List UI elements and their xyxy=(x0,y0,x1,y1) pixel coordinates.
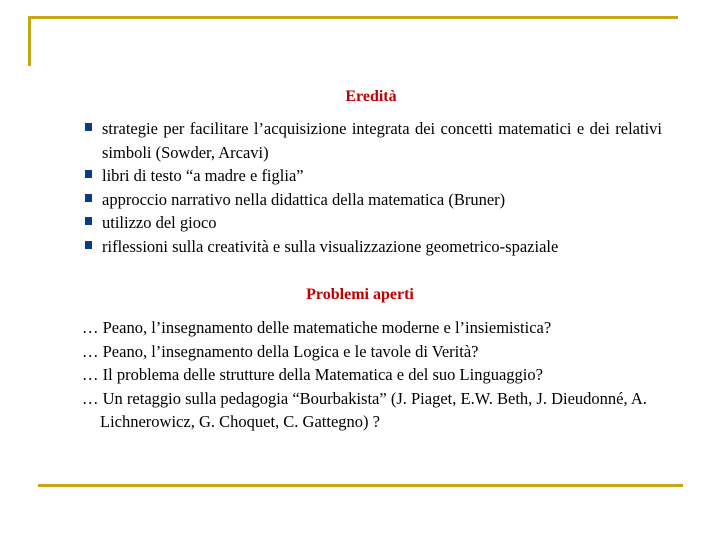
list-item-text: approccio narrativo nella didattica della matematica (Bruner) xyxy=(102,189,506,209)
frame-left-rule xyxy=(28,16,31,66)
heading-eredita: Eredità xyxy=(345,88,397,105)
frame-top-rule xyxy=(28,16,678,19)
frame-bottom-rule xyxy=(38,484,683,487)
list-item-text: strategie per facilitare l’acquisizione integrata dei concetti matematici e dei relativi simboli (Sowder, Arcavi) xyxy=(102,119,662,162)
problemi-aperti-list xyxy=(82,316,672,434)
question-item: … Il problema delle strutture della Matematica e del suo Linguaggio? xyxy=(82,365,543,384)
heading-problemi-aperti: Problemi aperti xyxy=(306,286,414,303)
list-item xyxy=(82,211,662,235)
eredita-list xyxy=(82,117,662,258)
list-item xyxy=(82,188,662,212)
list-item-text: riflessioni sulla creatività e sulla visualizzazione geometrico-spaziale xyxy=(102,236,559,256)
question-item: … Peano, l’insegnamento delle matematiche moderne e l’insiemistica? xyxy=(82,318,552,337)
question-item: … Peano, l’insegnamento della Logica e le tavole di Verità? xyxy=(82,341,479,361)
list-item-text: libri di testo “a madre e figlia” xyxy=(102,166,304,185)
list-item xyxy=(82,117,662,164)
list-item xyxy=(82,235,662,259)
list-item-text: utilizzo del gioco xyxy=(102,213,217,232)
question-item: … Un retaggio sulla pedagogia “Bourbakista” (J. Piaget, E.W. Beth, J. Dieudonné, A. Lichnerowicz, G. Choquet, C. Gattegno) ? xyxy=(82,388,647,431)
list-item xyxy=(82,164,662,188)
